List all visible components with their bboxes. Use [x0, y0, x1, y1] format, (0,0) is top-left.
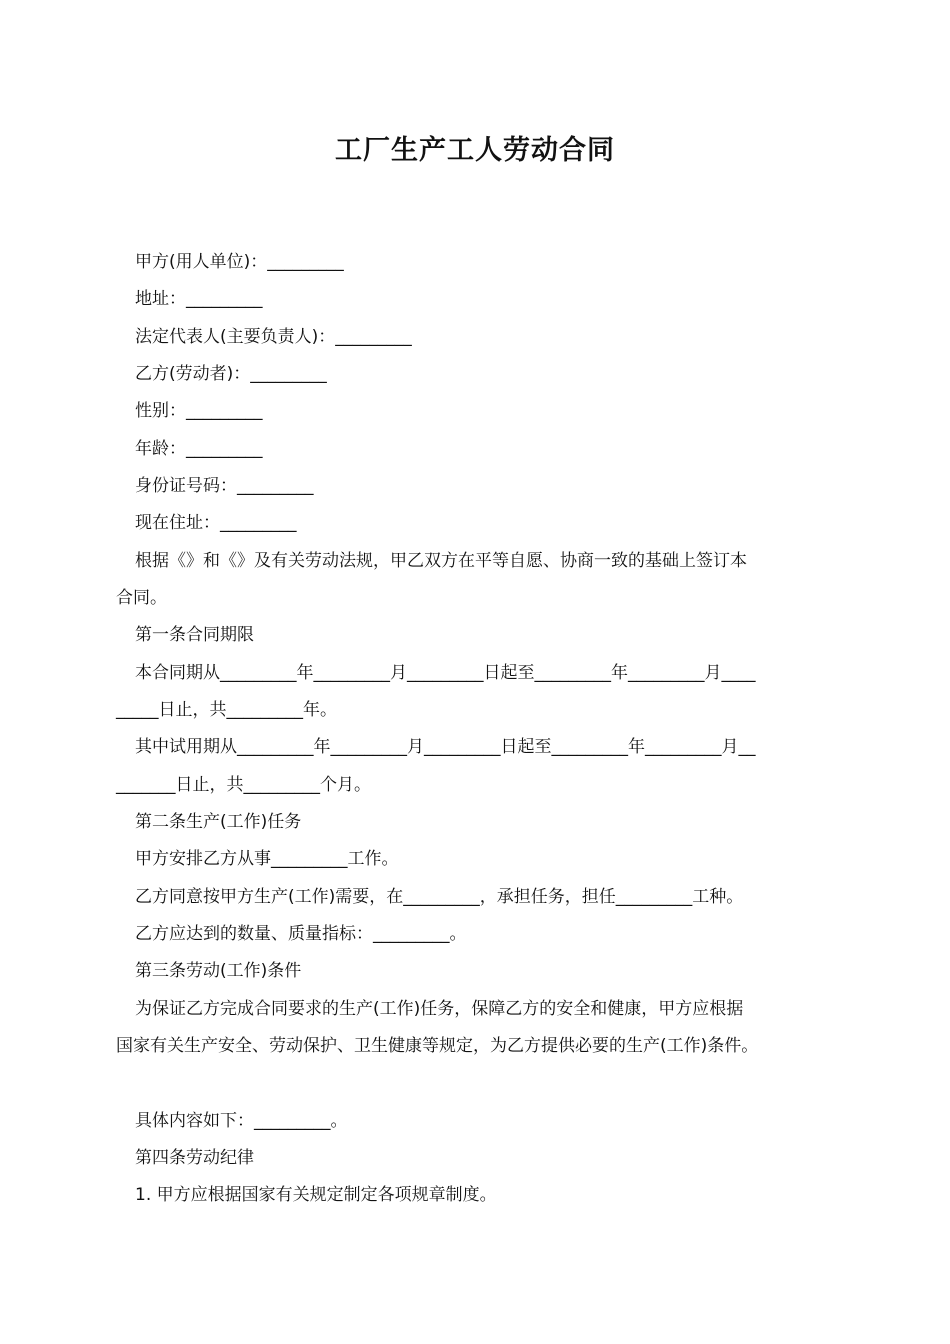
preamble-line-1: 根据《》和《》及有关劳动法规，甲乙双方在平等自愿、协商一致的基础上签订本: [135, 551, 747, 571]
quality-targets-line: 乙方应达到的数量、质量指标：_________。: [135, 924, 467, 944]
document-title: 工厂生产工人劳动合同: [335, 135, 615, 166]
address-field: 地址：_________: [135, 289, 263, 309]
article-3-heading: 第三条劳动(工作)条件: [135, 961, 302, 981]
contract-term-line-1: 本合同期从_________年_________月_________日起至_________年_________月____: [135, 663, 756, 683]
article-1-heading: 第一条合同期限: [135, 625, 254, 645]
party-a-field: 甲方(用人单位)：_________: [135, 252, 344, 272]
party-b-field: 乙方(劳动者)：_________: [135, 364, 327, 384]
preamble-line-2: 合同。: [116, 588, 167, 608]
age-field: 年龄：_________: [135, 439, 263, 459]
details-line: 具体内容如下：_________。: [135, 1111, 348, 1131]
probation-line-1: 其中试用期从_________年_________月_________日起至_________年_________月__: [135, 737, 756, 757]
legal-rep-field: 法定代表人(主要负责人)：_________: [135, 327, 412, 347]
article-2-heading: 第二条生产(工作)任务: [135, 812, 302, 832]
probation-line-2: _______日止，共_________个月。: [116, 775, 371, 795]
work-agreement-line: 乙方同意按甲方生产(工作)需要，在_________，承担任务，担任_________工种。: [135, 887, 744, 907]
discipline-item-1: 1. 甲方应根据国家有关规定制定各项规章制度。: [135, 1185, 497, 1205]
id-number-field: 身份证号码：_________: [135, 476, 314, 496]
conditions-line-1: 为保证乙方完成合同要求的生产(工作)任务，保障乙方的安全和健康，甲方应根据: [135, 999, 744, 1019]
conditions-line-2: 国家有关生产安全、劳动保护、卫生健康等规定，为乙方提供必要的生产(工作)条件。: [116, 1036, 759, 1056]
contract-term-line-2: _____日止，共_________年。: [116, 700, 337, 720]
article-4-heading: 第四条劳动纪律: [135, 1148, 254, 1168]
work-assignment-line: 甲方安排乙方从事_________工作。: [135, 849, 399, 869]
current-address-field: 现在住址：_________: [135, 513, 297, 533]
gender-field: 性别：_________: [135, 401, 263, 421]
